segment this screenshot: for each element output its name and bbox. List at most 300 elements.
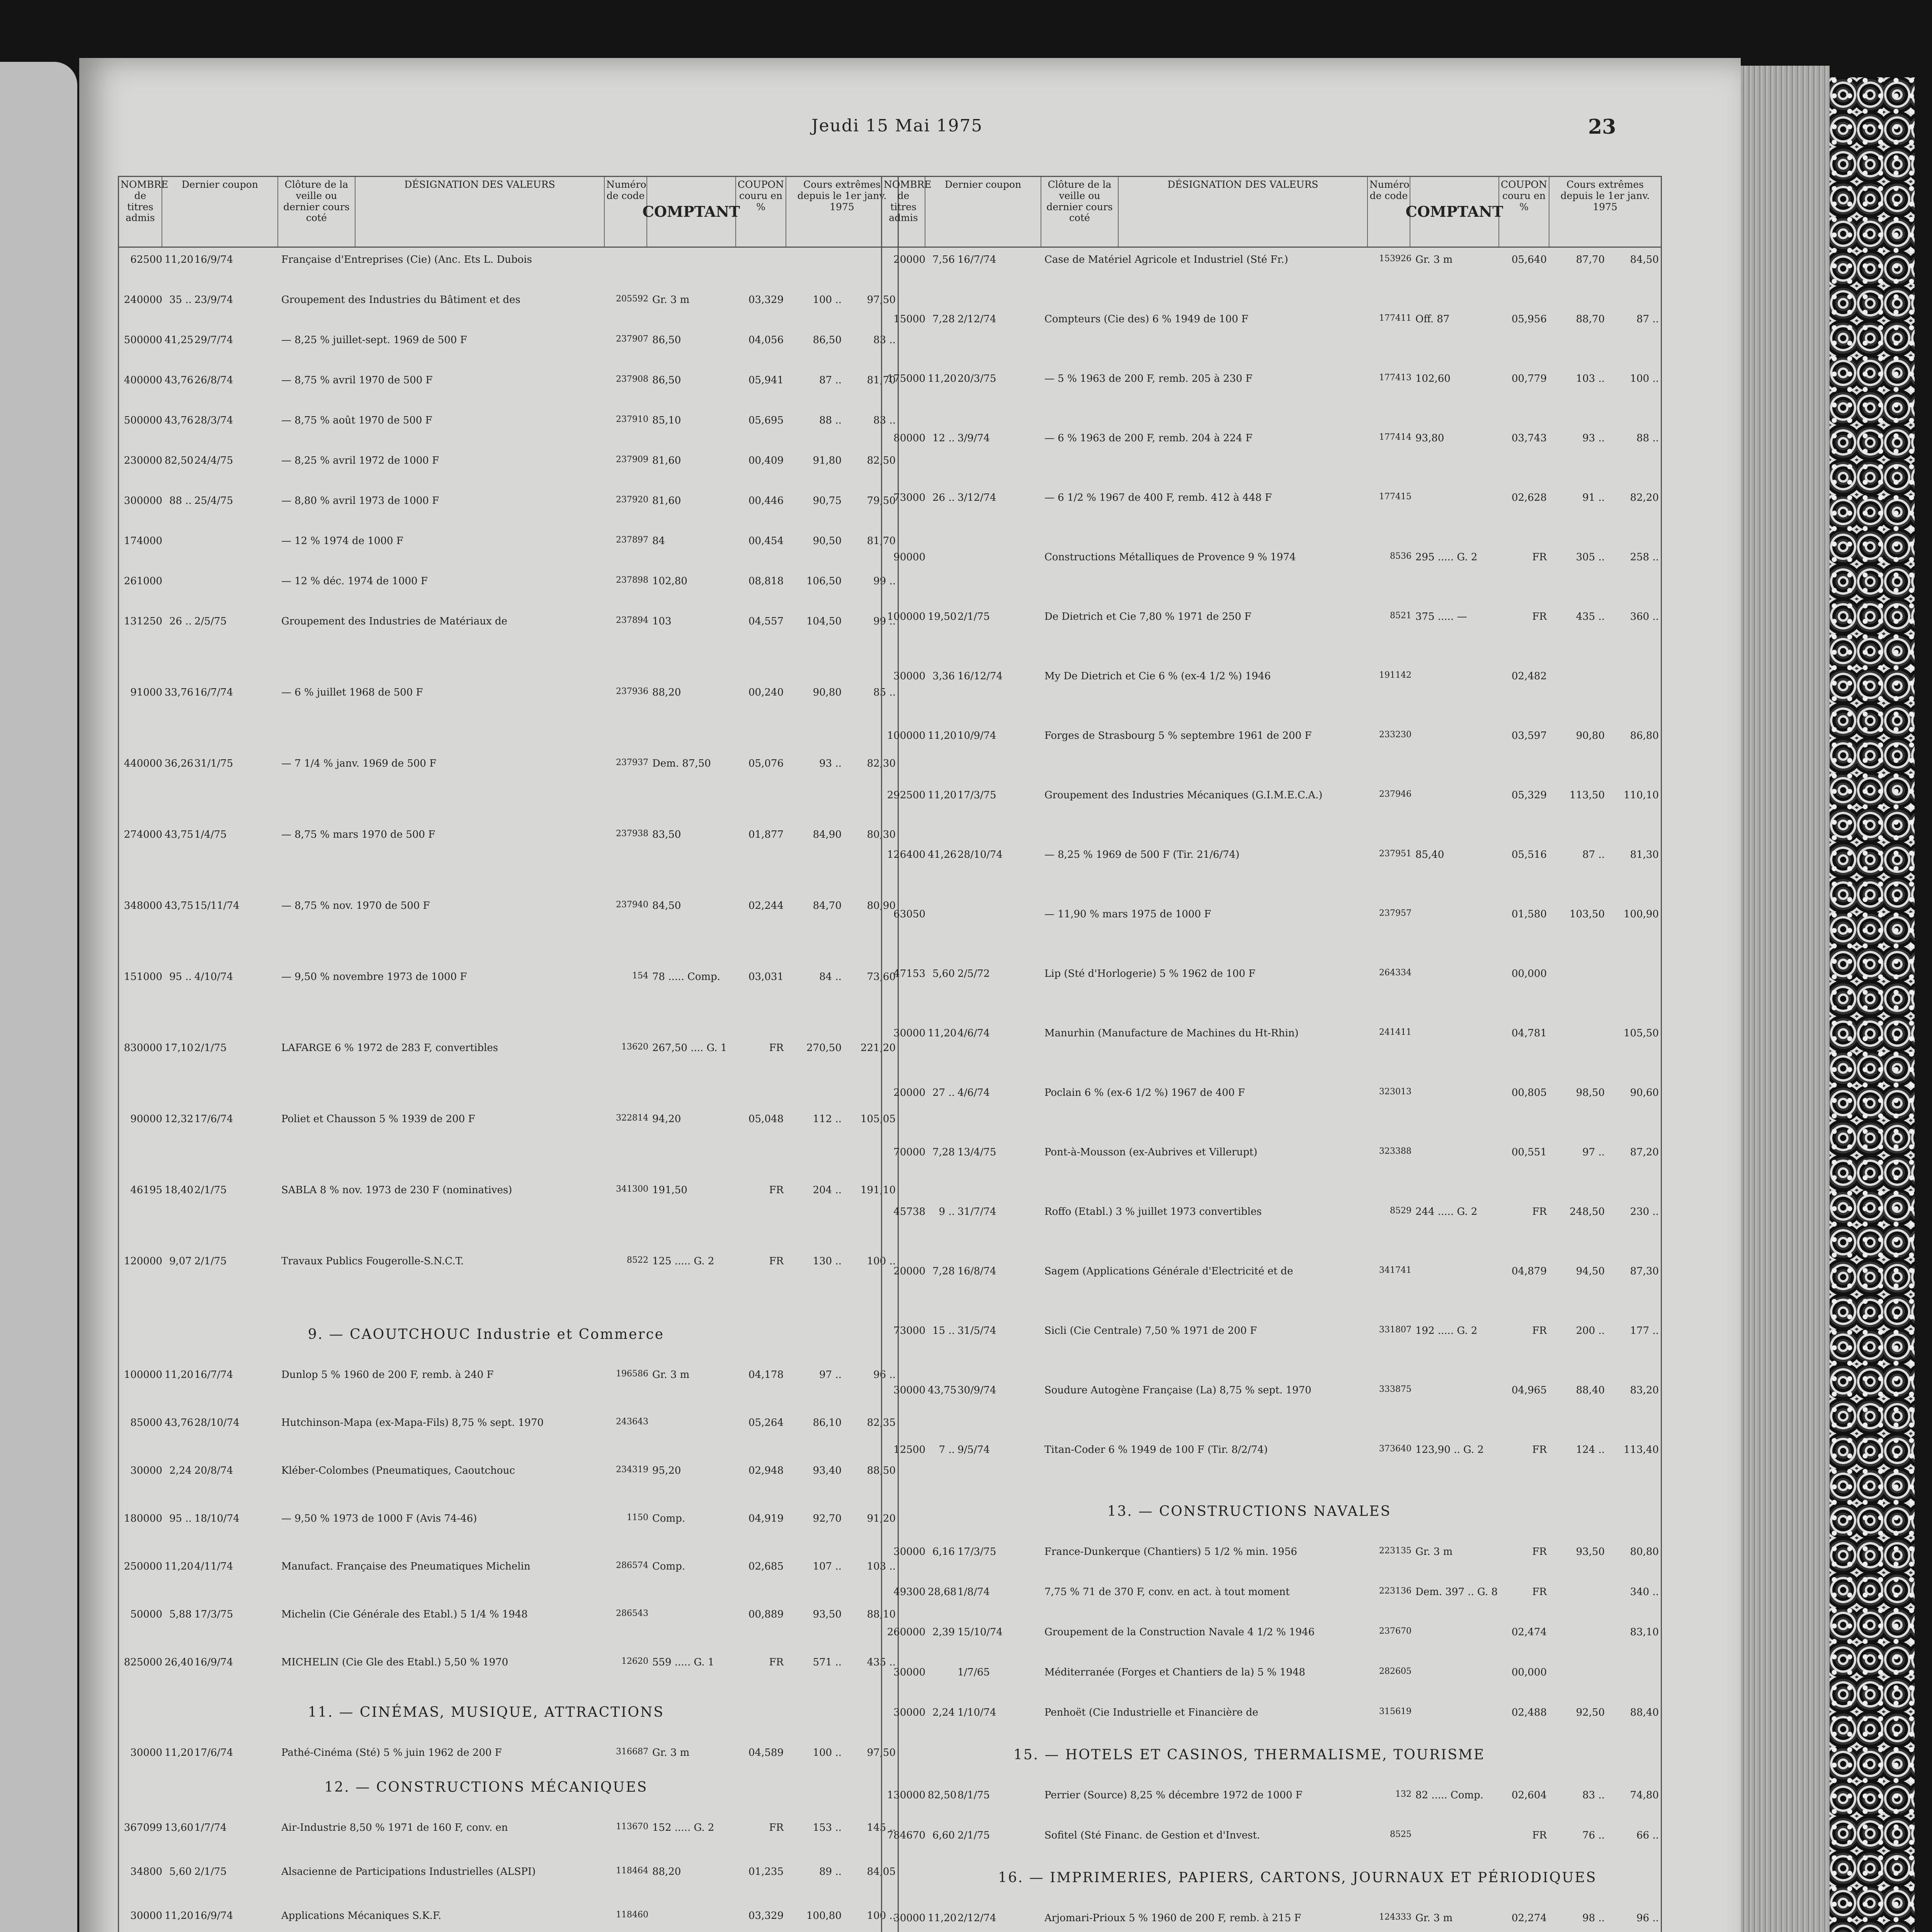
cell-nombre: 100000 xyxy=(887,730,925,742)
cell-plus-bas: 100 .. xyxy=(867,1255,896,1267)
table-row xyxy=(119,1820,898,1837)
cell-code: 177414 xyxy=(1379,432,1412,442)
cell-nombre: 49300 xyxy=(893,1586,925,1598)
cell-coupon: 03,031 xyxy=(748,971,784,983)
cell-date: 29/7/74 xyxy=(194,334,233,346)
col-comptant: COMPTANT xyxy=(1410,177,1499,247)
cell-coupon: 02,604 xyxy=(1512,1789,1547,1801)
cell-date: 1/7/65 xyxy=(957,1667,990,1678)
cell-plus-haut: 97 .. xyxy=(1582,1146,1605,1158)
cell-nombre: 261000 xyxy=(124,575,162,587)
cell-code: 113670 xyxy=(616,1822,648,1832)
cell-montant: 11,20 xyxy=(928,730,957,742)
cell-date: 3/12/74 xyxy=(957,492,997,503)
cell-designation: — 8,80 % avril 1973 de 1000 F xyxy=(281,495,439,507)
cell-nombre: 30000 xyxy=(130,1910,162,1922)
cell-montant: 11,20 xyxy=(928,789,957,801)
cell-nombre: 180000 xyxy=(124,1513,162,1524)
table-row xyxy=(119,1908,898,1925)
cell-montant: 5,60 xyxy=(169,1866,192,1878)
cell-code: 153926 xyxy=(1379,254,1412,264)
cell-designation: Michelin (Cie Générale des Etabl.) 5 1/4 % 1948 xyxy=(281,1609,528,1620)
col-coupon: COUPON couru en % xyxy=(1499,177,1549,247)
table-row xyxy=(882,431,1661,448)
cell-date: 13/4/75 xyxy=(957,1146,997,1158)
cell-code: 237897 xyxy=(616,535,648,545)
cell-plus-bas: 83 .. xyxy=(873,415,896,426)
cell-date: 2/5/75 xyxy=(194,616,227,627)
cell-plus-haut: 130 .. xyxy=(813,1255,842,1267)
cell-coupon: 00,000 xyxy=(1512,1667,1547,1678)
cell-code: 132 xyxy=(1395,1789,1412,1799)
cell-comptant: 83,50 xyxy=(652,829,681,840)
cell-montant: 9,07 xyxy=(169,1255,192,1267)
cell-montant: 3,36 xyxy=(932,670,955,682)
cell-date: 4/10/74 xyxy=(194,971,233,983)
page-number: 23 xyxy=(1588,115,1616,139)
cell-comptant: 85,10 xyxy=(652,415,681,426)
col-cloture: Clôture de la veille ou dernier cours coté xyxy=(1041,177,1119,247)
cell-plus-haut: 92,70 xyxy=(813,1513,842,1524)
cell-nombre: 400000 xyxy=(124,374,162,386)
cell-coupon: 03,743 xyxy=(1512,432,1547,444)
cell-code: 331807 xyxy=(1379,1325,1412,1335)
cell-date: 10/9/74 xyxy=(957,730,997,742)
table-row xyxy=(882,847,1661,864)
cell-nombre: 12500 xyxy=(893,1444,925,1456)
cell-designation: My De Dietrich et Cie 6 % (ex-4 1/2 %) 1946 xyxy=(1044,670,1271,682)
table-row xyxy=(882,788,1661,805)
cell-montant: 11,20 xyxy=(165,1910,194,1922)
cell-code: 234319 xyxy=(616,1465,648,1475)
cell-plus-bas: 86,80 xyxy=(1630,730,1659,742)
cell-designation: Française d'Entreprises (Cie) (Anc. Ets L. Dubois xyxy=(281,254,532,265)
section-title: 11. — CINÉMAS, MUSIQUE, ATTRACTIONS xyxy=(308,1704,665,1720)
table-row xyxy=(119,827,898,844)
cell-nombre: 151000 xyxy=(124,971,162,983)
cell-date: 1/10/74 xyxy=(957,1707,997,1718)
cell-plus-haut: 248,50 xyxy=(1570,1206,1605,1218)
cell-date: 31/7/74 xyxy=(957,1206,997,1218)
cell-plus-haut: 84 .. xyxy=(819,971,842,983)
cell-plus-haut: 107 .. xyxy=(813,1561,842,1572)
table-row xyxy=(119,1112,898,1129)
cell-plus-haut: 98 .. xyxy=(1582,1912,1605,1924)
cell-coupon: 05,329 xyxy=(1512,789,1547,801)
cell-nombre: 73000 xyxy=(893,492,925,503)
table-row xyxy=(882,966,1661,983)
cell-coupon: 02,474 xyxy=(1512,1626,1547,1638)
cell-coupon: FR xyxy=(1532,1546,1547,1558)
cell-plus-bas: 87,20 xyxy=(1630,1146,1659,1158)
cell-designation: Hutchinson-Mapa (ex-Mapa-Fils) 8,75 % sept. 1970 xyxy=(281,1417,544,1429)
cell-montant: 11,20 xyxy=(165,1369,194,1381)
cell-date: 4/6/74 xyxy=(957,1087,990,1099)
cell-nombre: 90000 xyxy=(130,1113,162,1125)
cell-plus-haut: 90,80 xyxy=(813,687,842,698)
cell-nombre: 30000 xyxy=(893,1384,925,1396)
cell-plus-bas: 91,20 xyxy=(867,1513,896,1524)
cell-coupon: 02,948 xyxy=(748,1465,784,1476)
cell-coupon: 00,551 xyxy=(1512,1146,1547,1158)
cell-plus-haut: 90,50 xyxy=(813,535,842,547)
cell-code: 12620 xyxy=(621,1656,648,1666)
cell-coupon: 05,941 xyxy=(748,374,784,386)
section-title: 15. — HOTELS ET CASINOS, THERMALISME, TOURISME xyxy=(1013,1747,1485,1763)
cell-comptant: 84,50 xyxy=(652,900,681,912)
cell-plus-bas: 221,20 xyxy=(861,1042,896,1054)
cell-plus-bas: 80,80 xyxy=(1630,1546,1659,1558)
section-heading xyxy=(119,1325,898,1367)
cell-date: 26/8/74 xyxy=(194,374,233,386)
cell-code: 237910 xyxy=(616,415,648,424)
cell-plus-bas: 80,30 xyxy=(867,829,896,840)
cell-coupon: FR xyxy=(1532,611,1547,622)
cell-code: 237946 xyxy=(1379,789,1412,799)
cell-montant: 88 .. xyxy=(169,495,192,507)
cell-montant: 11,20 xyxy=(928,1912,957,1924)
cell-montant: 2,39 xyxy=(932,1626,955,1638)
cell-code: 323013 xyxy=(1379,1087,1412,1097)
table-row xyxy=(119,453,898,470)
cell-date: 2/1/75 xyxy=(194,1184,227,1196)
cell-date: 3/9/74 xyxy=(957,432,990,444)
cell-plus-haut: 84,90 xyxy=(813,829,842,840)
cell-nombre: 50000 xyxy=(130,1609,162,1620)
cell-coupon: 02,482 xyxy=(1512,670,1547,682)
cell-designation: Manurhin (Manufacture de Machines du Ht-Rhin) xyxy=(1044,1027,1299,1039)
cell-montant: 2,24 xyxy=(169,1465,192,1476)
cell-plus-bas: 258 .. xyxy=(1630,551,1659,563)
col-code: Numéro de code xyxy=(605,177,647,247)
cell-designation: Pathé-Cinéma (Sté) 5 % juin 1962 de 200 F xyxy=(281,1747,502,1759)
cell-plus-haut: 100 .. xyxy=(813,294,842,306)
right-column-table xyxy=(881,176,1662,1932)
cell-montant: 82,50 xyxy=(165,455,194,466)
cell-nombre: 63050 xyxy=(893,908,925,920)
cell-montant: 11,20 xyxy=(928,373,957,384)
cell-montant: 82,50 xyxy=(928,1789,957,1801)
table-row xyxy=(882,1264,1661,1281)
cell-montant: 2,24 xyxy=(932,1707,955,1718)
cell-plus-bas: 83 .. xyxy=(873,334,896,346)
cell-coupon: FR xyxy=(769,1255,784,1267)
cell-code: 177411 xyxy=(1379,313,1412,323)
cell-coupon: 00,446 xyxy=(748,495,784,507)
cell-code: 237670 xyxy=(1379,1626,1412,1636)
cell-plus-haut: 93,50 xyxy=(1576,1546,1605,1558)
cell-plus-haut: 104,50 xyxy=(806,616,842,627)
cell-comptant: 82 ..... Comp. xyxy=(1415,1789,1484,1801)
cell-plus-haut: 93,50 xyxy=(813,1609,842,1620)
cell-coupon: 05,516 xyxy=(1512,849,1547,861)
table-row xyxy=(119,1607,898,1624)
cell-plus-haut: 87,70 xyxy=(1576,254,1605,265)
left-column-table xyxy=(118,176,899,1932)
cell-nombre: 20000 xyxy=(893,1087,925,1099)
cell-coupon: 03,597 xyxy=(1512,730,1547,742)
cell-code: 177415 xyxy=(1379,492,1412,502)
cell-montant: 43,76 xyxy=(165,374,194,386)
cell-designation: — 8,25 % juillet-sept. 1969 de 500 F xyxy=(281,334,467,346)
cell-plus-haut: 89 .. xyxy=(819,1866,842,1878)
cell-designation: Applications Mécaniques S.K.F. xyxy=(281,1910,442,1922)
cell-coupon: FR xyxy=(769,1042,784,1054)
cell-plus-bas: 80,90 xyxy=(867,900,896,912)
cell-comptant: 78 ..... Comp. xyxy=(652,971,721,983)
cell-plus-bas: 90,60 xyxy=(1630,1087,1659,1099)
cell-designation: — 8,75 % avril 1970 de 500 F xyxy=(281,374,433,386)
cell-comptant: 88,20 xyxy=(652,1866,681,1878)
cell-coupon: FR xyxy=(1532,1206,1547,1218)
cell-comptant: 267,50 .... G. 1 xyxy=(652,1042,727,1054)
cell-code: 373640 xyxy=(1379,1444,1412,1454)
cell-date: 16/8/74 xyxy=(957,1265,997,1277)
table-row xyxy=(882,371,1661,388)
cell-coupon: 04,178 xyxy=(748,1369,784,1381)
cell-plus-bas: 82,50 xyxy=(867,455,896,466)
cell-plus-haut: 86,50 xyxy=(813,334,842,346)
cell-comptant: 103 xyxy=(652,616,672,627)
cell-plus-bas: 191,10 xyxy=(861,1184,896,1196)
cell-montant: 28,68 xyxy=(928,1586,957,1598)
cell-nombre: 250000 xyxy=(124,1561,162,1572)
cell-code: 223136 xyxy=(1379,1586,1412,1596)
cell-plus-bas: 66 .. xyxy=(1636,1830,1659,1841)
cell-coupon: 08,818 xyxy=(748,575,784,587)
cell-comptant: 123,90 .. G. 2 xyxy=(1415,1444,1484,1456)
cell-date: 15/10/74 xyxy=(957,1626,1003,1638)
cell-date: 16/7/74 xyxy=(194,687,233,698)
cell-plus-haut: 92,50 xyxy=(1576,1707,1605,1718)
cell-coupon: FR xyxy=(769,1656,784,1668)
cell-coupon: 02,274 xyxy=(1512,1912,1547,1924)
cell-nombre: 348000 xyxy=(124,900,162,912)
cell-nombre: 131250 xyxy=(124,616,162,627)
table-row xyxy=(119,1511,898,1528)
cell-date: 16/9/74 xyxy=(194,254,233,265)
col-dernier-coupon: Dernier coupon xyxy=(162,177,278,247)
cell-date: 16/7/74 xyxy=(194,1369,233,1381)
cell-montant: 11,20 xyxy=(165,1561,194,1572)
cell-date: 20/3/75 xyxy=(957,373,997,384)
cell-designation: Arjomari-Prioux 5 % 1960 de 200 F, remb. à 215 F xyxy=(1044,1912,1301,1924)
cell-date: 1/4/75 xyxy=(194,829,227,840)
cell-code: 237920 xyxy=(616,495,648,505)
table-row xyxy=(882,1828,1661,1845)
cell-montant: 26 .. xyxy=(169,616,192,627)
cell-plus-bas: 435 .. xyxy=(867,1656,896,1668)
cell-plus-bas: 110,10 xyxy=(1624,789,1659,801)
table-row xyxy=(119,534,898,551)
cell-code: 282605 xyxy=(1379,1667,1412,1676)
col-coupon: COUPON couru en % xyxy=(736,177,786,247)
cell-date: 2/1/75 xyxy=(194,1866,227,1878)
table-row xyxy=(119,898,898,915)
cell-designation: Travaux Publics Fougerolle-S.N.C.T. xyxy=(281,1255,464,1267)
cell-designation: SABLA 8 % nov. 1973 de 230 F (nominatives) xyxy=(281,1184,512,1196)
cell-designation: Poclain 6 % (ex-6 1/2 %) 1967 de 400 F xyxy=(1044,1087,1245,1099)
table-row xyxy=(882,1625,1661,1642)
cell-date: 16/9/74 xyxy=(194,1656,233,1668)
cell-nombre: 367099 xyxy=(124,1822,162,1833)
col-nombre: NOMBRE de titres admis xyxy=(119,177,162,247)
cell-date: 16/7/74 xyxy=(957,254,997,265)
cell-plus-bas: 88 .. xyxy=(1636,432,1659,444)
cell-date: 1/8/74 xyxy=(957,1586,990,1598)
cell-coupon: 00,000 xyxy=(1512,968,1547,980)
table-row xyxy=(119,1864,898,1881)
section-heading xyxy=(882,1745,1661,1788)
cell-date: 8/1/75 xyxy=(957,1789,990,1801)
cell-date: 17/6/74 xyxy=(194,1113,233,1125)
cell-designation: — 12 % 1974 de 1000 F xyxy=(281,535,403,547)
cell-plus-haut: 93 .. xyxy=(1582,432,1605,444)
cell-montant: 7,28 xyxy=(932,1146,955,1158)
table-header xyxy=(119,177,898,248)
cell-code: 177413 xyxy=(1379,373,1412,383)
cell-comptant: 152 ..... G. 2 xyxy=(652,1822,714,1833)
cell-comptant: Gr. 3 m xyxy=(652,1747,690,1759)
cell-plus-bas: 105,50 xyxy=(1624,1027,1659,1039)
cell-nombre: 126400 xyxy=(887,849,925,861)
cell-code: 322814 xyxy=(616,1113,648,1123)
cell-nombre: 20000 xyxy=(893,1265,925,1277)
cell-plus-bas: 81,70 xyxy=(867,374,896,386)
cell-designation: 7,75 % 71 de 370 F, conv. en act. à tout moment xyxy=(1044,1586,1290,1598)
table-row xyxy=(119,1415,898,1432)
col-designation: DÉSIGNATION DES VALEURS xyxy=(355,177,605,247)
cell-date: 31/1/75 xyxy=(194,758,233,769)
cell-coupon: FR xyxy=(1532,1586,1547,1598)
cell-code: 316687 xyxy=(616,1747,648,1757)
cell-plus-bas: 105,05 xyxy=(861,1113,896,1125)
section-title: 12. — CONSTRUCTIONS MÉCANIQUES xyxy=(324,1779,648,1795)
section-heading xyxy=(882,1502,1661,1544)
table-header xyxy=(882,177,1661,248)
table-row xyxy=(119,252,898,269)
cell-plus-haut: 88,40 xyxy=(1576,1384,1605,1396)
cell-comptant: 295 ..... G. 2 xyxy=(1415,551,1478,563)
cell-coupon: 04,879 xyxy=(1512,1265,1547,1277)
cell-plus-bas: 99 .. xyxy=(873,575,896,587)
cell-plus-haut: 103,50 xyxy=(1570,908,1605,920)
cell-coupon: 02,685 xyxy=(748,1561,784,1572)
cell-montant: 7,28 xyxy=(932,313,955,325)
cell-code: 243643 xyxy=(616,1417,648,1427)
cell-comptant: 191,50 xyxy=(652,1184,687,1196)
cell-montant: 11,20 xyxy=(928,1027,957,1039)
cell-designation: — 8,25 % 1969 de 500 F (Tir. 21/6/74) xyxy=(1044,849,1240,861)
cell-plus-bas: 97,50 xyxy=(867,294,896,306)
cell-code: 286574 xyxy=(616,1561,648,1570)
cell-date: 20/8/74 xyxy=(194,1465,233,1476)
cell-nombre: 175000 xyxy=(887,373,925,384)
cell-montant: 43,75 xyxy=(165,829,194,840)
cell-comptant: 88,20 xyxy=(652,687,681,698)
cell-designation: Pont-à-Mousson (ex-Aubrives et Villerupt) xyxy=(1044,1146,1258,1158)
cell-comptant: 559 ..... G. 1 xyxy=(652,1656,714,1668)
cell-designation: — 8,75 % mars 1970 de 500 F xyxy=(281,829,435,840)
table-row xyxy=(882,1585,1661,1602)
cell-coupon: 01,580 xyxy=(1512,908,1547,920)
table-row xyxy=(119,685,898,702)
cell-plus-bas: 100 .. xyxy=(867,1910,896,1922)
cell-montant: 17,10 xyxy=(165,1042,194,1054)
cell-coupon: 02,488 xyxy=(1512,1707,1547,1718)
table-row xyxy=(882,1788,1661,1805)
cell-designation: Forges de Strasbourg 5 % septembre 1961 de 200 F xyxy=(1044,730,1312,742)
cell-plus-haut: 204 .. xyxy=(813,1184,842,1196)
cell-plus-haut: 571 .. xyxy=(813,1656,842,1668)
cell-comptant: Dem. 397 .. G. 8 xyxy=(1415,1586,1498,1598)
cell-montant: 6,60 xyxy=(932,1830,955,1841)
section-heading xyxy=(119,1778,898,1820)
cell-plus-haut: 106,50 xyxy=(806,575,842,587)
right-rows xyxy=(882,252,1661,1932)
marbled-book-edge xyxy=(1830,77,1915,1932)
cell-plus-haut: 100,80 xyxy=(806,1910,842,1922)
cell-montant: 35 .. xyxy=(169,294,192,306)
cell-coupon: 05,695 xyxy=(748,415,784,426)
cell-nombre: 260000 xyxy=(887,1626,925,1638)
table-row xyxy=(119,756,898,773)
cell-montant: 43,75 xyxy=(165,900,194,912)
table-row xyxy=(119,493,898,510)
cell-montant: 11,20 xyxy=(165,1747,194,1759)
cell-designation: Penhoët (Cie Industrielle et Financière de xyxy=(1044,1707,1259,1718)
cell-designation: — 6 % juillet 1968 de 500 F xyxy=(281,687,423,698)
cell-coupon: FR xyxy=(1532,1444,1547,1456)
cell-date: 2/1/75 xyxy=(194,1255,227,1267)
cell-coupon: 04,056 xyxy=(748,334,784,346)
cell-plus-haut: 83 .. xyxy=(1582,1789,1605,1801)
cell-plus-haut: 91 .. xyxy=(1582,492,1605,503)
cell-nombre: 240000 xyxy=(124,294,162,306)
cell-plus-bas: 82,35 xyxy=(867,1417,896,1429)
table-row xyxy=(882,550,1661,567)
table-row xyxy=(882,728,1661,745)
cell-date: 2/1/75 xyxy=(957,1830,990,1841)
cell-code: 237940 xyxy=(616,900,648,910)
cell-code: 323388 xyxy=(1379,1146,1412,1156)
cell-code: 264334 xyxy=(1379,968,1412,978)
table-row xyxy=(119,333,898,350)
cell-date: 4/11/74 xyxy=(194,1561,233,1572)
cell-designation: — 8,25 % avril 1972 de 1000 F xyxy=(281,455,439,466)
cell-nombre: 440000 xyxy=(124,758,162,769)
cell-plus-haut: 112 .. xyxy=(813,1113,842,1125)
cell-plus-bas: 83,10 xyxy=(1630,1626,1659,1638)
cell-code: 237909 xyxy=(616,455,648,464)
table-row xyxy=(882,490,1661,507)
cell-nombre: 91000 xyxy=(130,687,162,698)
cell-date: 24/4/75 xyxy=(194,455,233,466)
table-row xyxy=(882,252,1661,269)
cell-designation: Lip (Sté d'Horlogerie) 5 % 1962 de 100 F xyxy=(1044,968,1256,980)
cell-coupon: 03,329 xyxy=(748,294,784,306)
cell-code: 118460 xyxy=(616,1910,648,1920)
cell-montant: 33,76 xyxy=(165,687,194,698)
cell-code: 8525 xyxy=(1390,1830,1412,1839)
cell-code: 237907 xyxy=(616,334,648,344)
cell-nombre: 15000 xyxy=(893,313,925,325)
cell-designation: Alsacienne de Participations Industrielles (ALSPI) xyxy=(281,1866,536,1878)
cell-comptant: 81,60 xyxy=(652,455,681,466)
cell-designation: Groupement des Industries de Matériaux de xyxy=(281,616,507,627)
cell-plus-bas: 79,50 xyxy=(867,495,896,507)
cell-coupon: 01,235 xyxy=(748,1866,784,1878)
